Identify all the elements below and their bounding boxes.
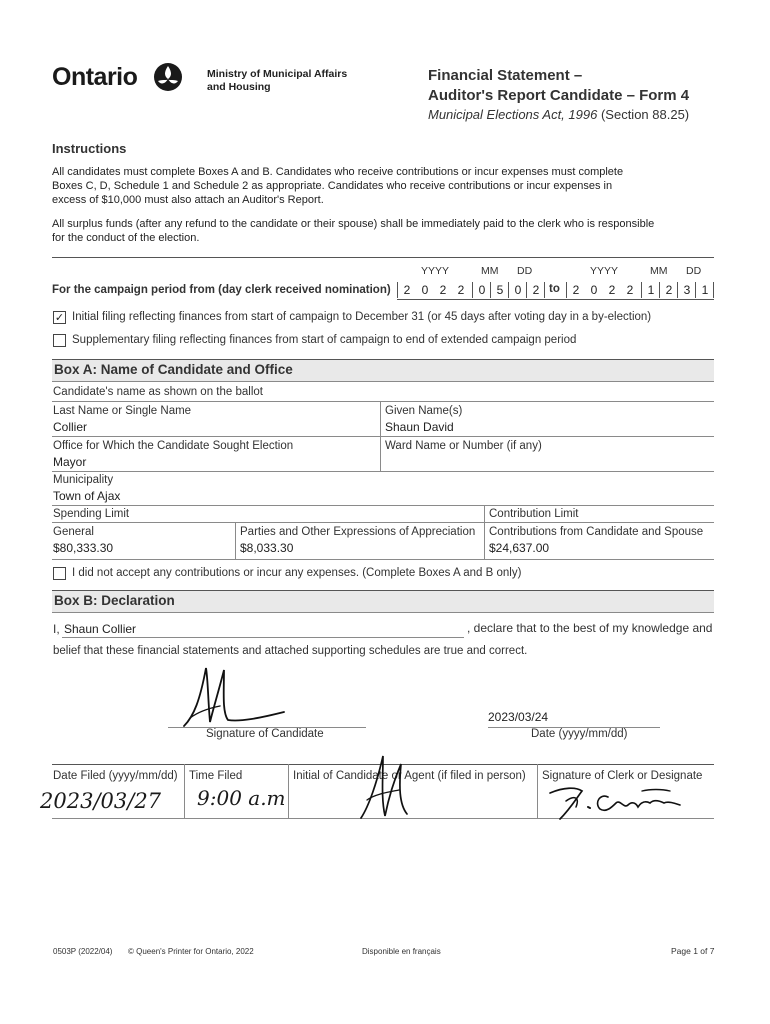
from-digit-2: 0	[421, 283, 429, 297]
declaration-date-value[interactable]: 2023/03/24	[488, 710, 549, 724]
date-sep	[544, 282, 545, 298]
from-digit-6: 5	[496, 283, 504, 297]
to-digit-7: 3	[683, 283, 691, 297]
to-digit-5: 1	[647, 283, 655, 297]
from-dd-label: DD	[517, 265, 533, 277]
french-availability: Disponible en français	[362, 947, 441, 956]
instructions-para1-line3: excess of $10,000 must also attach an Auditor's Report.	[52, 194, 324, 206]
general-value[interactable]: $80,333.30	[53, 541, 114, 555]
date-sep	[490, 282, 491, 298]
municipality-label: Municipality	[53, 474, 114, 486]
from-mm-label: MM	[481, 265, 499, 277]
given-name-label: Given Name(s)	[385, 405, 463, 417]
box-b-title: Box B: Declaration	[54, 593, 175, 608]
candidate-signature[interactable]	[180, 660, 290, 732]
office-row-rule	[52, 471, 714, 472]
to-digit-8: 1	[701, 283, 709, 297]
declarant-name-rule	[62, 637, 464, 638]
to-yyyy-label: YYYY	[590, 265, 619, 277]
initial-filing-checkbox[interactable]: ✓	[54, 312, 65, 324]
ballot-note-rule	[52, 401, 714, 402]
trillium-logo-icon	[153, 62, 183, 92]
spending-limit-label: Spending Limit	[53, 508, 130, 520]
declaration-date-label: Date (yyyy/mm/dd)	[531, 728, 628, 740]
last-name-value[interactable]: Collier	[53, 420, 88, 434]
date-sep	[695, 282, 696, 298]
initial-label: Initial of Candidate or Agent (if filed in person)	[293, 770, 526, 782]
to-digit-3: 2	[608, 283, 616, 297]
name-row-rule	[52, 436, 714, 437]
no-contributions-label: I did not accept any contributions or incur any expenses. (Complete Boxes A and B only)	[72, 567, 522, 579]
form-title-line-2: Auditor's Report Candidate – Form 4	[428, 87, 690, 104]
municipality-row-rule	[52, 505, 714, 506]
declaration-i: I,	[53, 622, 60, 636]
box-b-top-rule	[52, 590, 714, 591]
office-value[interactable]: Mayor	[53, 455, 87, 469]
office-label: Office for Which the Candidate Sought Election	[53, 440, 294, 452]
instructions-para2-line1: All surplus funds (after any refund to the candidate or their spouse) shall be immediately paid to the clerk who is responsible	[52, 218, 655, 230]
supplementary-filing-label: Supplementary filing reflecting finances from start of campaign to end of extended campaign period	[72, 334, 577, 346]
period-label: For the campaign period from (day clerk received nomination)	[52, 284, 391, 296]
box-a-header-rule	[52, 381, 714, 382]
date-sep	[508, 282, 509, 298]
act-name: Municipal Elections Act, 1996	[428, 107, 598, 122]
time-filed-label: Time Filed	[189, 770, 243, 782]
from-digit-3: 2	[439, 283, 447, 297]
date-filed-label: Date Filed (yyyy/mm/dd)	[53, 770, 178, 782]
box-b-header-rule	[52, 612, 714, 613]
form-title-line-1: Financial Statement –	[428, 67, 583, 84]
date-sep	[472, 282, 473, 298]
parties-value[interactable]: $8,033.30	[240, 541, 294, 555]
signature-label: Signature of Candidate	[206, 728, 324, 740]
date-sep	[659, 282, 660, 298]
to-digit-1: 2	[572, 283, 580, 297]
ballot-name-note: Candidate's name as shown on the ballot	[53, 386, 263, 398]
from-yyyy-label: YYYY	[421, 265, 450, 277]
contrib-value[interactable]: $24,637.00	[489, 541, 550, 555]
form-number: 0503P (2022/04)	[53, 947, 113, 956]
initial-filing-label: Initial filing reflecting finances from start of campaign to December 31 (or 45 days after voting day in a by-election)	[72, 311, 652, 323]
to-dd-label: DD	[686, 265, 702, 277]
supplementary-filing-checkbox[interactable]	[53, 334, 66, 347]
filing-divider-2	[288, 764, 289, 819]
instructions-para1-line1: All candidates must complete Boxes A and B. Candidates who receive contributions or incur expenses must complete	[52, 166, 624, 178]
from-digit-5: 0	[478, 283, 486, 297]
declaration-text-1: , declare that to the best of my knowledge and	[467, 621, 713, 635]
act-section: (Section 88.25)	[600, 107, 690, 122]
ward-label: Ward Name or Number (if any)	[385, 440, 542, 452]
date-sep	[566, 282, 567, 298]
copyright: © Queen's Printer for Ontario, 2022	[128, 947, 254, 956]
from-digit-1: 2	[403, 283, 411, 297]
instructions-para2-line2: for the conduct of the election.	[52, 232, 200, 244]
date-sep	[526, 282, 527, 298]
municipality-value[interactable]: Town of Ajax	[53, 489, 121, 503]
date-sep	[713, 282, 714, 298]
page-number: Page 1 of 7	[671, 946, 715, 956]
clerk-signature-label: Signature of Clerk or Designate	[542, 770, 703, 782]
time-filed-value[interactable]: 9:00 a.m	[197, 786, 286, 810]
period-top-rule	[52, 257, 714, 258]
given-name-value[interactable]: Shaun David	[385, 420, 454, 434]
from-digit-8: 2	[532, 283, 540, 297]
ontario-wordmark: Ontario	[52, 63, 138, 91]
declarant-name[interactable]: Shaun Collier	[64, 622, 137, 636]
to-digit-6: 2	[665, 283, 673, 297]
filing-divider-3	[537, 764, 538, 819]
date-sep	[641, 282, 642, 298]
contribution-limit-label: Contribution Limit	[489, 508, 579, 520]
declaration-text-2: belief that these financial statements and attached supporting schedules are true and correct.	[53, 645, 528, 657]
from-digit-4: 2	[457, 283, 465, 297]
limit-header-rule	[52, 522, 714, 523]
box-a-top-rule	[52, 359, 714, 360]
spending-divider	[235, 522, 236, 560]
parties-label: Parties and Other Expressions of Appreciation	[240, 526, 476, 538]
instructions-heading: Instructions	[52, 141, 127, 156]
period-to-label: to	[549, 283, 560, 295]
to-digit-4: 2	[626, 283, 634, 297]
to-mm-label: MM	[650, 265, 668, 277]
date-sep	[677, 282, 678, 298]
from-digit-7: 0	[514, 283, 522, 297]
last-name-label: Last Name or Single Name	[53, 405, 192, 417]
instructions-para1-line2: Boxes C, D, Schedule 1 and Schedule 2 as appropriate. Candidates who receive contributions or incur expenses in	[52, 180, 613, 192]
box-a-title: Box A: Name of Candidate and Office	[54, 362, 293, 377]
contrib-label: Contributions from Candidate and Spouse	[489, 526, 704, 538]
period-bottom-rule	[397, 299, 714, 300]
filing-divider-1	[184, 764, 185, 819]
limit-row-rule	[52, 559, 714, 560]
act-reference	[428, 107, 689, 122]
no-contributions-checkbox[interactable]	[53, 567, 66, 580]
clerk-signature[interactable]	[546, 781, 686, 821]
date-filed-value[interactable]: 2023/03/27	[40, 789, 162, 813]
ministry-line-2: and Housing	[207, 81, 271, 93]
date-sep	[397, 282, 398, 298]
to-digit-2: 0	[590, 283, 598, 297]
candidate-initial-signature[interactable]	[355, 750, 425, 822]
ministry-line-1: Ministry of Municipal Affairs	[207, 68, 348, 80]
general-label: General	[53, 526, 94, 538]
contrib-divider	[484, 505, 485, 560]
